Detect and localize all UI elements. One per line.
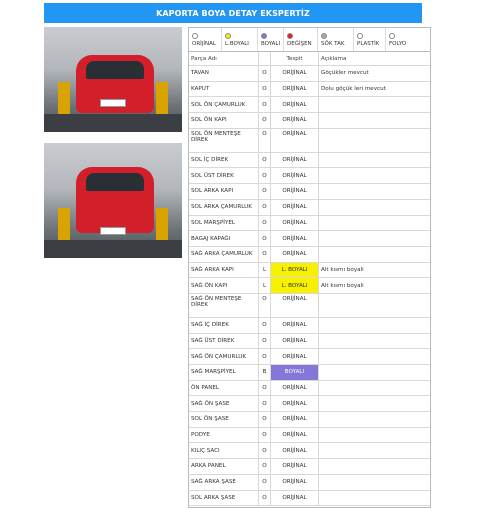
legend-dot-icon bbox=[225, 33, 231, 39]
part-code: O bbox=[259, 491, 271, 506]
part-name: BAGAJ KAPAĞI bbox=[189, 231, 259, 246]
part-code: O bbox=[259, 66, 271, 81]
part-description bbox=[319, 365, 430, 380]
part-name: SOL ÖN ŞASE bbox=[189, 412, 259, 427]
part-description: Dolu göçük leri mevcut bbox=[321, 86, 386, 93]
part-name: ÖN PANEL bbox=[189, 381, 259, 396]
table-row bbox=[189, 153, 430, 169]
part-code: O bbox=[259, 231, 271, 246]
part-name: SOL ÖN MENTEŞE DİREK bbox=[189, 129, 259, 152]
part-name: SAĞ İÇ DİREK bbox=[189, 318, 259, 333]
table-row bbox=[189, 475, 430, 491]
part-tespit: ORİJİNAL bbox=[271, 231, 319, 246]
part-name: SAĞ ÖN ŞASE bbox=[189, 396, 259, 411]
legend-label: PLASTİK bbox=[357, 40, 380, 47]
part-code: O bbox=[259, 396, 271, 411]
part-tespit: ORİJİNAL bbox=[271, 129, 319, 152]
table-row bbox=[189, 294, 430, 318]
table-body bbox=[189, 66, 430, 506]
part-code: L bbox=[259, 263, 271, 278]
part-name: SOL ARKA KAPI bbox=[189, 184, 259, 199]
part-tespit: ORİJİNAL bbox=[271, 113, 319, 128]
part-tespit: ORİJİNAL bbox=[271, 396, 319, 411]
part-name: SOL ÖN KAPI bbox=[189, 113, 259, 128]
part-description bbox=[319, 443, 430, 458]
rear-window bbox=[86, 173, 144, 191]
legend-item-sok-tak bbox=[318, 28, 354, 51]
part-code: O bbox=[259, 184, 271, 199]
part-tespit: ORİJİNAL bbox=[271, 334, 319, 349]
part-description bbox=[319, 153, 430, 168]
table-row bbox=[189, 97, 430, 113]
header-part: Parça Adı bbox=[189, 52, 259, 65]
part-name: KAPUT bbox=[189, 82, 259, 97]
part-code: O bbox=[259, 247, 271, 262]
table-row bbox=[189, 263, 430, 279]
part-name: TAVAN bbox=[189, 66, 259, 81]
part-tespit: ORİJİNAL bbox=[271, 318, 319, 333]
part-tespit: ORİJİNAL bbox=[271, 66, 319, 81]
part-description bbox=[319, 475, 430, 490]
part-description: Göçükler mevcut bbox=[321, 70, 369, 77]
table-row bbox=[189, 349, 430, 365]
part-code: O bbox=[259, 82, 271, 97]
part-name: ARKA PANEL bbox=[189, 459, 259, 474]
part-code: O bbox=[259, 459, 271, 474]
part-tespit: ORİJİNAL bbox=[271, 412, 319, 427]
part-name: SAĞ ARKA ŞASE bbox=[189, 475, 259, 490]
part-tespit: ORİJİNAL bbox=[271, 491, 319, 506]
table-row bbox=[189, 318, 430, 334]
table-row bbox=[189, 113, 430, 129]
part-code: O bbox=[259, 318, 271, 333]
legend-label: ORİJİNAL bbox=[192, 40, 216, 47]
table-header bbox=[189, 52, 430, 66]
part-description: Alt kısmı boyali bbox=[321, 266, 364, 273]
part-code: O bbox=[259, 168, 271, 183]
part-tespit: ORİJİNAL bbox=[271, 428, 319, 443]
table-row bbox=[189, 491, 430, 507]
table-row bbox=[189, 412, 430, 428]
table-row bbox=[189, 334, 430, 350]
part-code: O bbox=[259, 216, 271, 231]
table-row bbox=[189, 443, 430, 459]
part-description bbox=[319, 97, 430, 112]
part-description bbox=[319, 294, 430, 317]
table-row bbox=[189, 184, 430, 200]
windshield bbox=[86, 61, 144, 79]
table-row bbox=[189, 381, 430, 397]
part-tespit: ORİJİNAL bbox=[271, 184, 319, 199]
part-tespit: L. BOYALI bbox=[271, 263, 319, 278]
part-description bbox=[319, 318, 430, 333]
part-tespit: L. BOYALI bbox=[271, 278, 319, 293]
table-row bbox=[189, 278, 430, 294]
legend-item-boyali bbox=[258, 28, 284, 51]
legend-dot-icon bbox=[389, 33, 395, 39]
garage-floor bbox=[44, 240, 182, 258]
part-tespit: ORİJİNAL bbox=[271, 475, 319, 490]
part-name: SAĞ ÖN ÇAMURLUK bbox=[189, 349, 259, 364]
legend-dot-icon bbox=[321, 33, 327, 39]
part-description bbox=[319, 168, 430, 183]
table-row bbox=[189, 129, 430, 153]
part-tespit: ORİJİNAL bbox=[271, 97, 319, 112]
table-row bbox=[189, 459, 430, 475]
legend-dot-icon bbox=[192, 33, 198, 39]
part-code: O bbox=[259, 294, 271, 317]
part-tespit: ORİJİNAL bbox=[271, 443, 319, 458]
part-description bbox=[319, 200, 430, 215]
legend-item-plastik bbox=[354, 28, 386, 51]
part-description bbox=[319, 231, 430, 246]
legend bbox=[189, 28, 430, 52]
part-code: B bbox=[259, 365, 271, 380]
part-tespit: ORİJİNAL bbox=[271, 216, 319, 231]
part-description bbox=[319, 184, 430, 199]
table-row bbox=[189, 216, 430, 232]
part-tespit: ORİJİNAL bbox=[271, 459, 319, 474]
legend-label: DEĞİŞEN bbox=[287, 40, 312, 47]
part-description bbox=[319, 396, 430, 411]
header-code bbox=[259, 52, 271, 65]
part-code: O bbox=[259, 129, 271, 152]
part-description bbox=[319, 491, 430, 506]
legend-dot-icon bbox=[261, 33, 267, 39]
legend-label: SÖK TAK bbox=[321, 40, 345, 47]
part-name: SAĞ MARŞPİYEL bbox=[189, 365, 259, 380]
part-name: SOL İÇ DİREK bbox=[189, 153, 259, 168]
part-name: SOL MARŞPİYEL bbox=[189, 216, 259, 231]
part-tespit: ORİJİNAL bbox=[271, 349, 319, 364]
table-row bbox=[189, 396, 430, 412]
part-tespit: ORİJİNAL bbox=[271, 168, 319, 183]
part-code: L bbox=[259, 278, 271, 293]
part-tespit: ORİJİNAL bbox=[271, 381, 319, 396]
legend-label: FOLYO bbox=[389, 40, 407, 47]
part-description bbox=[319, 216, 430, 231]
table-row bbox=[189, 168, 430, 184]
license-plate bbox=[100, 99, 126, 107]
part-description bbox=[319, 334, 430, 349]
legend-label: L.BOYALI bbox=[225, 40, 249, 47]
legend-item-degisen bbox=[284, 28, 318, 51]
legend-label: BOYALI bbox=[261, 40, 281, 47]
table-row bbox=[189, 231, 430, 247]
table-row bbox=[189, 200, 430, 216]
part-description: Alt kısmı boyali bbox=[321, 282, 364, 289]
part-tespit: ORİJİNAL bbox=[271, 200, 319, 215]
part-tespit: ORİJİNAL bbox=[271, 247, 319, 262]
legend-item-folyo bbox=[386, 28, 414, 51]
part-code: O bbox=[259, 97, 271, 112]
part-name: SAĞ ÖN KAPI bbox=[189, 278, 259, 293]
part-tespit: ORİJİNAL bbox=[271, 294, 319, 317]
part-tespit: BOYALI bbox=[271, 365, 319, 380]
part-name: KILIÇ SACI bbox=[189, 443, 259, 458]
part-name: SAĞ ARKA KAPI bbox=[189, 263, 259, 278]
part-name: SAĞ ARKA ÇAMURLUK bbox=[189, 247, 259, 262]
part-code: O bbox=[259, 475, 271, 490]
part-description bbox=[319, 381, 430, 396]
table-row bbox=[189, 428, 430, 444]
car-front-photo bbox=[44, 27, 182, 132]
part-description bbox=[319, 412, 430, 427]
part-name: SOL ARKA ÇAMURLUK bbox=[189, 200, 259, 215]
part-name: SOL ARKA ŞASE bbox=[189, 491, 259, 506]
part-code: O bbox=[259, 200, 271, 215]
part-name: SOL ÖN ÇAMURLUK bbox=[189, 97, 259, 112]
inspection-table bbox=[188, 27, 431, 508]
part-description bbox=[319, 247, 430, 262]
garage-floor bbox=[44, 114, 182, 132]
table-row bbox=[189, 365, 430, 381]
part-description bbox=[319, 129, 430, 152]
part-tespit: ORİJİNAL bbox=[271, 153, 319, 168]
header-tespit: Tespit bbox=[271, 52, 319, 65]
legend-dot-icon bbox=[287, 33, 293, 39]
legend-item-orijinal bbox=[189, 28, 222, 51]
part-name: SOL ÜST DİREK bbox=[189, 168, 259, 183]
part-description bbox=[319, 113, 430, 128]
part-description bbox=[319, 428, 430, 443]
part-code: O bbox=[259, 381, 271, 396]
part-code: O bbox=[259, 443, 271, 458]
part-code: O bbox=[259, 153, 271, 168]
part-description bbox=[319, 459, 430, 474]
part-tespit: ORİJİNAL bbox=[271, 82, 319, 97]
legend-dot-icon bbox=[357, 33, 363, 39]
part-code: O bbox=[259, 412, 271, 427]
legend-item-l-boyali bbox=[222, 28, 258, 51]
part-name: PODYE bbox=[189, 428, 259, 443]
part-code: O bbox=[259, 334, 271, 349]
part-name: SAĞ ÜST DİREK bbox=[189, 334, 259, 349]
car-body bbox=[76, 167, 154, 233]
part-code: O bbox=[259, 428, 271, 443]
table-row bbox=[189, 82, 430, 98]
table-row bbox=[189, 247, 430, 263]
table-row bbox=[189, 66, 430, 82]
page-title: KAPORTA BOYA DETAY EKSPERTİZ bbox=[44, 3, 422, 23]
part-code: O bbox=[259, 349, 271, 364]
part-description bbox=[319, 349, 430, 364]
car-rear-photo bbox=[44, 143, 182, 258]
part-name: SAĞ ÖN MENTEŞE DİREK bbox=[189, 294, 259, 317]
part-code: O bbox=[259, 113, 271, 128]
license-plate bbox=[100, 227, 126, 235]
header-desc: Açıklama bbox=[321, 55, 347, 62]
